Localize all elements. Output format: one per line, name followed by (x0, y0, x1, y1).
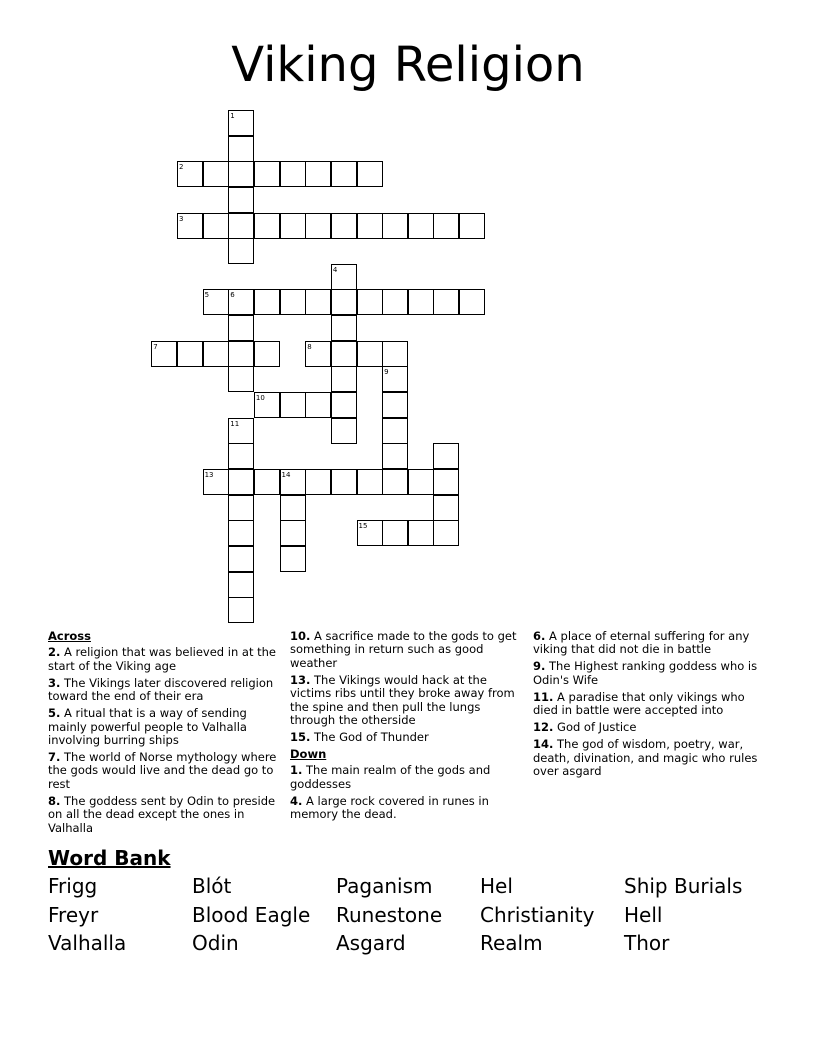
word-bank-item: Paganism (336, 874, 433, 898)
grid-cell[interactable] (254, 213, 280, 239)
grid-cell[interactable] (382, 520, 408, 546)
grid-cell[interactable] (382, 366, 408, 392)
word-bank-item: Hel (480, 874, 513, 898)
grid-number: 9 (384, 368, 389, 377)
grid-number: 8 (307, 342, 312, 351)
grid-cell[interactable] (357, 341, 383, 367)
grid-cell[interactable] (203, 289, 229, 315)
grid-cell[interactable] (433, 495, 459, 521)
word-bank-item: Blood Eagle (192, 903, 311, 927)
grid-cell[interactable] (433, 443, 459, 469)
grid-cell[interactable] (433, 469, 459, 495)
grid-cell[interactable] (331, 341, 357, 367)
clue-across-5: 5. A ritual that is a way of sending mainly powerful people to Valhalla involving burring ships (48, 706, 247, 748)
grid-cell[interactable] (228, 187, 254, 213)
grid-cell[interactable] (254, 341, 280, 367)
word-bank-item: Realm (480, 931, 543, 955)
grid-cell[interactable] (203, 213, 229, 239)
clues-column-2 (290, 630, 526, 825)
grid-cell[interactable] (280, 289, 306, 315)
grid-number: 5 (204, 291, 210, 300)
grid-number: 7 (153, 342, 158, 351)
grid-number: 10 (255, 394, 265, 403)
grid-cell[interactable] (331, 213, 357, 239)
clues-column-1 (48, 630, 278, 839)
grid-cell[interactable] (177, 161, 203, 187)
clue-across-3: 3. The Vikings later discovered religion toward the end of their era (48, 675, 274, 704)
clue-down-12: 12. God of Justice (533, 720, 637, 735)
grid-cell[interactable] (433, 520, 459, 546)
grid-cell[interactable] (331, 315, 357, 341)
word-bank-item: Ship Burials (624, 874, 743, 898)
clue-down-4: 4. A large rock covered in runes in memory the dead. (290, 793, 489, 822)
grid-cell[interactable] (305, 469, 331, 495)
grid-cell[interactable] (254, 289, 280, 315)
grid-cell[interactable] (228, 136, 254, 162)
grid-cell[interactable] (459, 213, 485, 239)
grid-number: 1 (230, 111, 235, 120)
word-bank-title: Word Bank (48, 846, 171, 870)
grid-cell[interactable] (357, 520, 383, 546)
grid-cell[interactable] (177, 213, 203, 239)
clue-down-14: 14. The god of wisdom, poetry, war, death, divination, and magic who rules over asgard (533, 737, 758, 779)
grid-cell[interactable] (151, 341, 177, 367)
clue-across-8: 8. The goddess sent by Odin to preside on all the dead except the ones in Valhalla (48, 793, 276, 835)
grid-cell[interactable] (331, 418, 357, 444)
grid-cell[interactable] (305, 289, 331, 315)
clue-down-6: 6. A place of eternal suffering for any viking that did not die in battle (533, 629, 750, 657)
grid-cell[interactable] (228, 520, 254, 546)
grid-cell[interactable] (228, 213, 254, 239)
clues-column-3 (533, 630, 758, 782)
grid-cell[interactable] (228, 597, 254, 623)
grid-cell[interactable] (433, 213, 459, 239)
grid-cell[interactable] (280, 546, 306, 572)
grid-cell[interactable] (203, 161, 229, 187)
grid-cell[interactable] (228, 495, 254, 521)
grid-cell[interactable] (177, 341, 203, 367)
grid-cell[interactable] (331, 469, 357, 495)
word-bank-item: Freyr (48, 903, 99, 927)
word-bank-item: Thor (624, 931, 670, 955)
grid-cell[interactable] (408, 520, 434, 546)
clue-across-2: 2. A religion that was believed in at the start of the Viking age (48, 645, 276, 673)
clue-across-13: 13. The Vikings would hack at the victims ribs until they broke away from the spine and then pull the lungs through the otherside (290, 672, 515, 728)
grid-cell[interactable] (228, 469, 254, 495)
grid-cell[interactable] (331, 264, 357, 290)
grid-cell[interactable] (459, 289, 485, 315)
clue-down-9: 9. The Highest ranking goddess who is Odin's Wife (533, 659, 758, 687)
grid-number: 14 (281, 471, 291, 479)
word-bank-item: Blót (192, 874, 232, 898)
grid-cell[interactable] (331, 366, 357, 392)
grid-cell[interactable] (228, 161, 254, 187)
grid-number: 13 (204, 471, 214, 479)
grid-cell[interactable] (408, 469, 434, 495)
grid-cell[interactable] (280, 495, 306, 521)
grid-cell[interactable] (305, 392, 331, 418)
grid-cell[interactable] (433, 289, 459, 315)
grid-number: 4 (332, 265, 338, 274)
grid-cell[interactable] (331, 161, 357, 187)
word-bank-item: Valhalla (48, 931, 127, 955)
word-bank-item: Asgard (336, 931, 406, 955)
grid-cell[interactable] (254, 392, 280, 418)
grid-cell[interactable] (280, 161, 306, 187)
grid-number: 3 (178, 214, 184, 223)
grid-cell[interactable] (382, 392, 408, 418)
grid-cell[interactable] (382, 341, 408, 367)
grid-cell[interactable] (228, 110, 254, 136)
grid-cell[interactable] (357, 469, 383, 495)
grid-cell[interactable] (408, 213, 434, 239)
grid-cell[interactable] (228, 546, 254, 572)
grid-cell[interactable] (228, 572, 254, 598)
clue-across-7: 7. The world of Norse mythology where the gods would live and the dead go to rest (48, 750, 277, 791)
clue-across-15: 15. The God of Thunder (290, 730, 429, 745)
grid-cell[interactable] (382, 418, 408, 444)
grid-cell[interactable] (228, 418, 254, 444)
clue-across-10: 10. A sacrifice made to the gods to get something in return such as good weather (290, 629, 517, 670)
grid-cell[interactable] (228, 315, 254, 341)
word-bank-item: Frigg (48, 874, 98, 898)
grid-cell[interactable] (254, 161, 280, 187)
grid-cell[interactable] (254, 469, 280, 495)
page-title: Viking Religion (231, 37, 585, 93)
word-bank-item: Odin (192, 931, 239, 955)
grid-cell[interactable] (408, 289, 434, 315)
grid-cell[interactable] (228, 289, 254, 315)
grid-cell[interactable] (382, 213, 408, 239)
clue-down-11: 11. A paradise that only vikings who died in battle were accepted into (533, 689, 745, 718)
grid-cell[interactable] (305, 213, 331, 239)
grid-cell[interactable] (228, 238, 254, 264)
grid-cell[interactable] (357, 161, 383, 187)
down-heading: Down (290, 747, 327, 762)
grid-cell[interactable] (280, 392, 306, 418)
word-bank-item: Hell (624, 903, 663, 927)
grid-number: 15 (358, 522, 368, 531)
word-bank-item: Christianity (480, 903, 595, 927)
clue-down-1: 1. The main realm of the gods and goddesses (290, 763, 491, 791)
grid-number: 11 (230, 419, 240, 428)
grid-cell[interactable] (357, 289, 383, 315)
grid-cell[interactable] (203, 341, 229, 367)
grid-cell[interactable] (228, 366, 254, 392)
grid-cell[interactable] (280, 213, 306, 239)
grid-cell[interactable] (357, 213, 383, 239)
across-heading: Across (48, 629, 91, 643)
grid-cell[interactable] (382, 289, 408, 315)
grid-cell[interactable] (228, 443, 254, 469)
grid-cell[interactable] (331, 289, 357, 315)
grid-cell[interactable] (228, 341, 254, 367)
grid-cell[interactable] (382, 443, 408, 469)
grid-cell[interactable] (203, 469, 229, 495)
word-bank-item: Runestone (336, 903, 443, 927)
grid-number: 6 (230, 291, 235, 300)
grid-cell[interactable] (305, 341, 331, 367)
grid-cell[interactable] (305, 161, 331, 187)
grid-cell[interactable] (331, 392, 357, 418)
grid-cell[interactable] (280, 469, 306, 495)
grid-number: 2 (178, 163, 184, 172)
grid-cell[interactable] (382, 469, 408, 495)
grid-cell[interactable] (280, 520, 306, 546)
